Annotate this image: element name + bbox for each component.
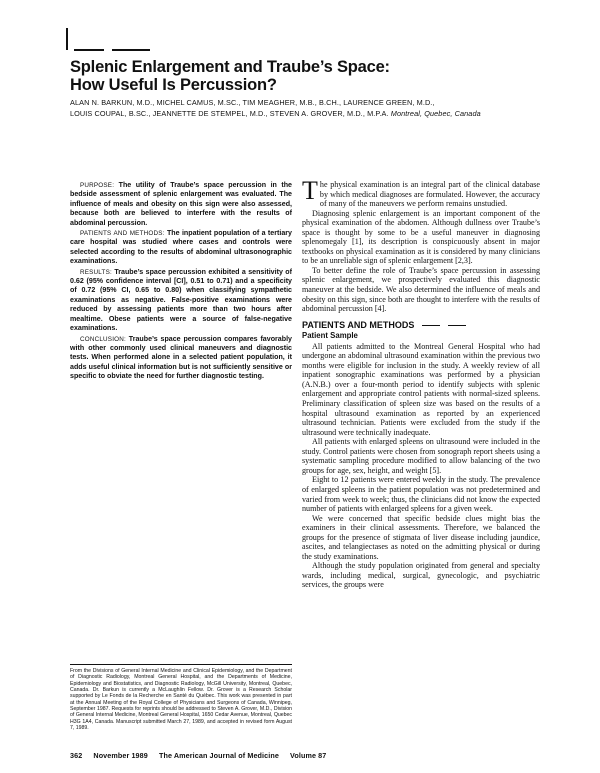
article-title bbox=[70, 58, 510, 94]
page-number: 362 bbox=[70, 751, 83, 760]
drop-cap: T bbox=[302, 176, 318, 205]
authors-line-1: ALAN N. BARKUN, M.D., MICHEL CAMUS, M.SC., TIM MEAGHER, M.B., B.CH., LAURENCE GREEN, M.D., bbox=[70, 98, 435, 107]
methods-paragraph-4: We were concerned that specific bedside clues might bias the examiners in their clinical assessments. Therefore, we balanced the groups for the presence of stigmata of liver disease including jaundice, ascites, and telangiectases as noted on the admitting physical or during the study examinations. bbox=[302, 513, 540, 561]
abstract-conclusion: CONCLUSION: Traube’s space percussion compares favorably with other commonly used clinical maneuvers and diagnostic tests. When performed alone in a selected patient population, it adds useful clinical information but is not sufficiently sensitive or specific to obviate the need for further diagnostic testing. bbox=[70, 334, 292, 381]
authors-line-2: LOUIS COUPAL, B.SC., JEANNETTE DE STEMPEL, M.D., STEVEN A. GROVER, M.D., M.P.A. Montreal, Quebec, Canada bbox=[70, 109, 481, 118]
methods-paragraph-2: All patients with enlarged spleens on ultrasound were included in the study. Control patients were chosen from sonograph report sheets using a systematic sampling procedure modified to allow balancing of the two groups for age, sex, height, and weight [5]. bbox=[302, 437, 540, 475]
abstract bbox=[70, 181, 292, 383]
affiliation: Montreal, Quebec, Canada bbox=[390, 109, 481, 118]
journal-name: The American Journal of Medicine bbox=[158, 751, 279, 760]
abstract-results: RESULTS: Traube’s space percussion exhibited a sensitivity of 0.62 (95% confidence interval [CI], 0.51 to 0.71) and a specificity of 0.72 (95% CI, 0.65 to 0.80) when classifying sympathetic examinations as negative. False-positive examinations were reduced by assessing patients more than two hours after mealtime. Obese patients were a source of false-negative examinations. bbox=[70, 267, 292, 333]
title-line-2: How Useful Is Percussion? bbox=[70, 76, 277, 94]
intro-paragraph-3: To better define the role of Traube’s space percussion in assessing splenic enlargement, we prospectively evaluated this diagnostic maneuver at the bedside. We also determined the influence of meals and obesity on this sign, since both are thought to interfere with the results of abdominal percussion [4]. bbox=[302, 265, 540, 314]
page-footer bbox=[70, 751, 540, 760]
title-line-1: Splenic Enlargement and Traube’s Space: bbox=[70, 58, 390, 76]
methods-paragraph-5: Although the study population originated from general and specialty wards, including medical, surgical, gynecologic, and psychiatric services, the groups were bbox=[302, 561, 540, 590]
issue-date: November 1989 bbox=[93, 751, 148, 760]
section-heading: PATIENTS AND METHODS bbox=[302, 321, 540, 331]
article-body bbox=[302, 176, 540, 590]
footnote-divider bbox=[70, 664, 292, 665]
abstract-methods: PATIENTS AND METHODS: The inpatient population of a tertiary care hospital was studied where cases and controls were selected according to the results of abdominal ultrasonographic examinations. bbox=[70, 229, 292, 266]
subsection-heading: Patient Sample bbox=[302, 331, 358, 341]
abstract-purpose: PURPOSE: The utility of Traube’s space percussion in the bedside assessment of splenic enlargement was evaluated. The influence of meals and obesity on this sign were also assessed, because both are believed to interfere with the results of abdominal percussion. bbox=[70, 181, 292, 227]
corner-crop-mark bbox=[66, 28, 154, 50]
author-list bbox=[70, 97, 490, 119]
affiliation-footnote: From the Divisions of General Internal Medicine and Clinical Epidemiology, and the Department of Diagnostic Radiology, Montreal General Hospital, and the Departments of Medicine, Epidemiology and Biostatistics, and Diagnostic Radiology, McGill University, Montreal, Quebec, Canada. Dr. Barkun is currently a McLaughlin Fellow. Dr. Grover is a Research Scholar supported by Le Fonds de la Recherche en Santé du Québec. This work was presented in part at the Annual Meeting of the Royal College of Physicians and Surgeons of Canada, Winnipeg, September 1987. Requests for reprints should be addressed to Steven A. Grover, M.D., Division of General Internal Medicine, Montreal General Hospital, 1650 Cedar Avenue, Montreal, Quebec H3G 1A4, Canada. Manuscript submitted March 27, 1989, and accepted in revised form August 7, 1989. bbox=[70, 668, 292, 732]
intro-paragraph-1: The physical examination is an integral part of the clinical database by which medical diagnoses are formulated. However, the accuracy of many of the maneuvers we perform remains unstudied. bbox=[302, 176, 540, 209]
methods-paragraph-1: All patients admitted to the Montreal General Hospital who had undergone an abdominal ultrasound examination within the previous two months were eligible for inclusion in the study. A weekly review of all inpatient sonographic examinations was performed by a physician (A.N.B.) over a four-month period to identify subjects with splenic enlargement and appropriate control patients with normal-sized spleens. Preliminary classification of spleen size was based on the results of a hospital ultrasound examination as reported by an experienced ultrasound technician. Patients were excluded from the study if the ultrasound were technically inadequate. bbox=[302, 341, 540, 437]
methods-paragraph-3: Eight to 12 patients were entered weekly in the study. The prevalence of enlarged spleens in the patient population was not predetermined and varied from week to week; thus, the clinicians did not know the expected number of patients with enlarged spleens for a given week. bbox=[302, 475, 540, 514]
intro-paragraph-2: Diagnosing splenic enlargement is an important component of the physical examination of the abdomen. Although dullness over Traube’s space is thought by some to be a useful maneuver in diagnosing splenomegaly [1], its description is conspicuously absent in major textbooks on physical examination as it is considered by many clinicians to be an unreliable sign of splenic enlargement [2,3]. bbox=[302, 208, 540, 266]
journal-volume: Volume 87 bbox=[290, 751, 327, 760]
